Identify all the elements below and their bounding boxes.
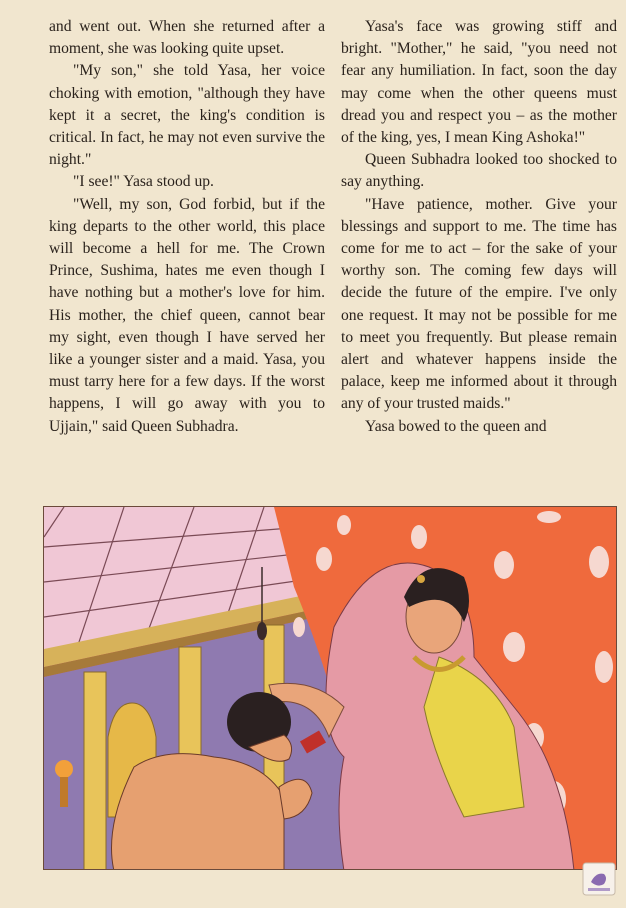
right-text-column bbox=[341, 16, 617, 438]
yasa-body bbox=[112, 754, 285, 870]
paragraph: "Have patience, mother. Give your blessings and support to me. The time has come for me to act – for the sake of your worthy son. The coming few days will decide the future of the empire. I've only one request. It may not be possible for me to meet you frequently. But please remain alert and whatever happens inside the palace, keep me informed about it through any of your trusted maids." bbox=[341, 195, 617, 413]
paragraph: "Well, my son, God forbid, but if the king departs to the other world, this place will become a hell for me. The Crown Prince, Sushima, hates me even though I have nothing but a mother's love for him. His mother, the chief queen, cannot bear my sight, even though I have served her like a younger sister and a maid. Yasa, you must tarry here for a few days. If the worst happens, I will go away with you to Ujjain," said Queen Subhadra. bbox=[49, 195, 325, 435]
left-text-column bbox=[49, 16, 325, 438]
pillar bbox=[84, 672, 106, 870]
paragraph: Queen Subhadra looked too shocked to say anything. bbox=[341, 151, 617, 191]
paragraph: "I see!" Yasa stood up. bbox=[73, 173, 214, 191]
paragraph: "My son," she told Yasa, her voice choking with emotion, "although they have kept it a secret, the king's condition is critical. In fact, he may not even survive the night." bbox=[49, 62, 325, 169]
hanging-lamp bbox=[257, 622, 267, 640]
story-illustration bbox=[43, 506, 617, 870]
publisher-logo bbox=[582, 862, 616, 896]
paragraph: Yasa's face was growing stiff and bright. "Mother," he said, "you need not fear any humiliation. In fact, soon the day may come when the other queens must dread you and respect you – as the mother of the king, yes, I mean King Ashoka!" bbox=[341, 18, 617, 147]
oil-lamp bbox=[55, 760, 73, 778]
paragraph: and went out. When she returned after a moment, she was looking quite upset. bbox=[49, 18, 325, 58]
paragraph: Yasa bowed to the queen and bbox=[365, 417, 547, 435]
